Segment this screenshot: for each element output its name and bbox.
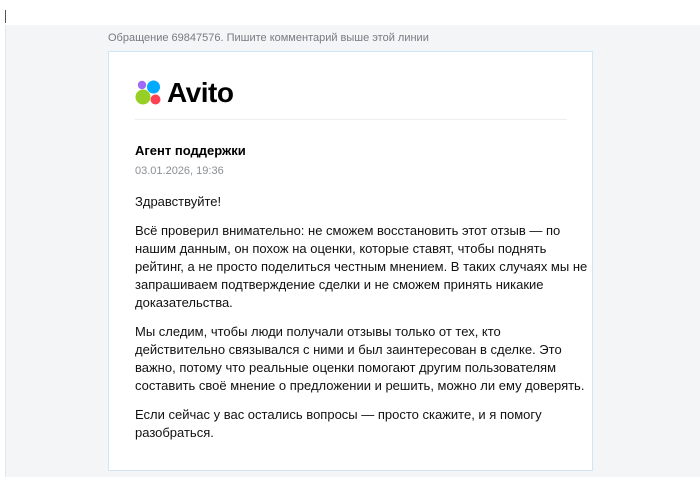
paragraph-line: Если сейчас у вас остались вопросы — просто скажите, и я помогу bbox=[135, 407, 542, 422]
paragraph-line: Всё проверил внимательно: не сможем восстановить этот отзыв — по bbox=[135, 223, 561, 238]
paragraph-line: составить своё мнение о предложении и решить, можно ли ему доверять. bbox=[135, 378, 585, 393]
paragraph-3 bbox=[135, 406, 575, 442]
paragraph-line: рейтинг, а не просто поделиться честным мнением. В таких случаях мы не bbox=[135, 259, 588, 274]
sender-name: Агент поддержки bbox=[135, 143, 246, 158]
paragraph-line: доказательства. bbox=[135, 295, 233, 310]
paragraph-line: разобраться. bbox=[135, 425, 214, 440]
message-body bbox=[135, 193, 588, 453]
text-cursor bbox=[5, 10, 6, 23]
top-bar bbox=[0, 0, 700, 25]
reply-above-line-note: Обращение 69847576. Пишите комментарий выше этой линии bbox=[108, 32, 429, 44]
paragraph-line: Мы следим, чтобы люди получали отзывы только от тех, кто bbox=[135, 324, 501, 339]
paragraph-line: важно, потому что реальные оценки помогают другим пользователям bbox=[135, 360, 557, 375]
message-datetime: 03.01.2026, 19:36 bbox=[135, 165, 224, 177]
header-divider bbox=[135, 119, 567, 120]
avito-dots-icon bbox=[135, 79, 163, 107]
paragraph-line: нашим данным, он похож на оценки, которые ставят, чтобы поднять bbox=[135, 241, 547, 256]
greeting: Здравствуйте! bbox=[135, 194, 222, 209]
email-card bbox=[108, 51, 593, 471]
avito-logo-text: Avito bbox=[167, 77, 234, 108]
paragraph-2 bbox=[135, 323, 585, 395]
avito-logo bbox=[135, 78, 233, 108]
paragraph-line: запрашиваем подтверждение сделки и не сможем принять никакие bbox=[135, 277, 544, 292]
paragraph-1 bbox=[135, 222, 588, 312]
paragraph-line: действительно связывался с ними и был заинтересован в сделке. Это bbox=[135, 342, 562, 357]
